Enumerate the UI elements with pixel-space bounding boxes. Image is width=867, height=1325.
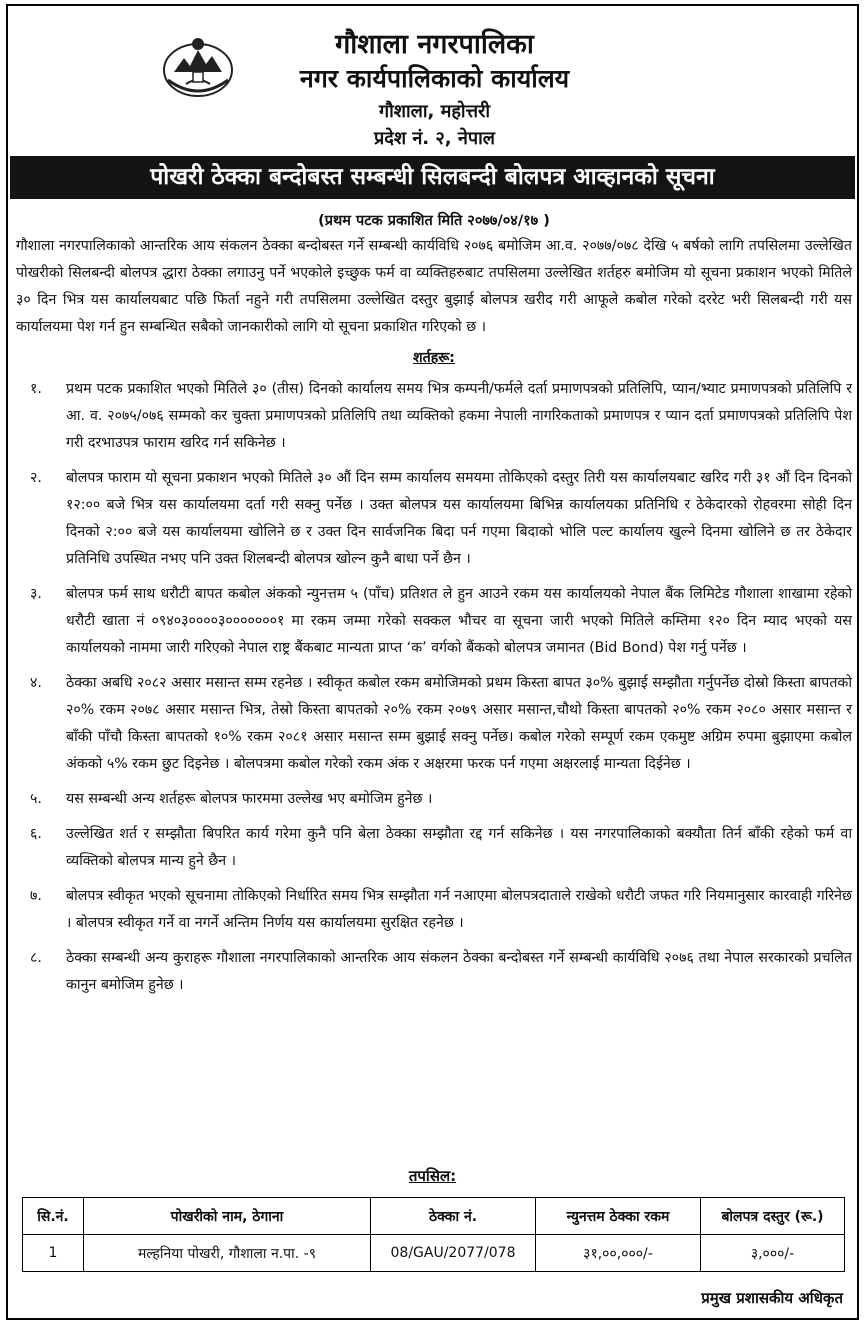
- term-number: ६.: [30, 826, 42, 842]
- notice-header: [8, 6, 861, 154]
- notice-title-banner: पोखरी ठेक्का बन्दोबस्त सम्बन्धी सिलबन्दी बोलपत्र आव्हानको सूचना: [10, 156, 855, 199]
- terms-heading: शर्तहरू:: [413, 350, 455, 366]
- column-header: ठेक्का नं.: [371, 1198, 536, 1235]
- column-header: बोलपत्र दस्तुर (रू.): [701, 1198, 845, 1235]
- term-item: [16, 821, 852, 875]
- schedule-heading: तपसिल:: [408, 1167, 457, 1185]
- term-item: [16, 945, 852, 999]
- office-location: गौशाला, महोत्तरी: [378, 101, 491, 122]
- term-text: बोलपत्र स्वीकृत भएको सूचनामा तोकिएको निर्धारित समय भित्र सम्झौता गर्न नआएमा बोलपत्रदाताले राखेको धरौटी जफत गरि नियमानुसार कारवाही गरिनेछ । बोलपत्र स्वीकृत गर्ने वा नगर्ने अन्तिम निर्णय यस कार्यालयमा सुरक्षित रहनेछ ।: [66, 888, 852, 931]
- publication-date: (प्रथम पटक प्रकाशित मिति २०७७/०४/१७ ): [318, 213, 550, 229]
- schedule-table: [22, 1197, 845, 1272]
- term-item: [16, 581, 852, 662]
- term-number: ७.: [30, 888, 42, 904]
- table-cell: ३१,००,०००/-: [536, 1235, 701, 1272]
- term-item: [16, 670, 852, 778]
- term-text: प्रथम पटक प्रकाशित भएको मितिले ३० (तीस) दिनको कार्यालय समय भित्र कम्पनी/फर्मले दर्ता प्रमाणपत्रको प्रतिलिपि, प्यान/भ्याट प्रमाणपत्रको प्रतिलिपि र आ. व. २०७५/०७६ सम्मको कर चुक्ता प्रमाणपत्रको प्रतिलिपि तथा व्यक्तिको हकमा नेपाली नागरिकताको प्रमाणपत्र र प्यान दर्ता प्रमाणपत्रको प्रतिलिपि पेश गरी दरभाउपत्र फाराम खरिद गर्न सकिनेछ ।: [66, 381, 852, 451]
- term-number: ५.: [30, 791, 42, 807]
- column-header: सि.नं.: [23, 1198, 84, 1235]
- province-line: प्रदेश नं. २, नेपाल: [374, 128, 495, 149]
- term-item: [16, 465, 852, 573]
- notice-body: [16, 208, 852, 1007]
- term-item: [16, 883, 852, 937]
- term-item: [16, 786, 852, 813]
- intro-paragraph: गौशाला नगरपालिकाको आन्तरिक आय संकलन ठेक्का बन्दोबस्त गर्ने सम्बन्धी कार्यविधि २०७६ बमोजिम आ.व. २०७७/०७८ देखि ५ बर्षको लागि तपसिलमा उल्लेखित पोखरीको सिलबन्दी बोलपत्र द्धारा ठेक्का लगाउनु पर्ने भएकोले इच्छुक फर्म वा व्यक्तिहरुबाट तपसिलमा उल्लेखित शर्तहरु बमोजिम यो सूचना प्रकाशन भएको मितिले ३० दिन भित्र यस कार्यालयबाट पछि फिर्ता नहुने गरी तपसिलमा उल्लेखित दस्तुर बुझाई बोलपत्र खरीद गरी आफूले कबोल गरेको दररेट भरी सिलबन्दी गरी यस कार्यालयमा पेश गर्न हुन सम्बन्धित सबैको जानकारीको लागि यो सूचना प्रकाशित गरिएको छ ।: [16, 238, 852, 335]
- table-header-row: [23, 1198, 845, 1235]
- office-name: नगर कार्यपालिकाको कार्यालय: [299, 64, 570, 93]
- term-text: बोलपत्र फर्म साथ धरौटी बापत कबोल अंकको न्युनत्तम ५ (पाँच) प्रतिशत ले हुन आउने रकम यस कार्यालयको नेपाल बैंक लिमिटेड गौशाला शाखामा रहेको धरौटी खाता नं ०९४०३००००३०००००००१ मा रकम जम्मा गरेको सक्कल भौचर वा सूचना जारी भएको मितिले कम्तिमा १२० दिन म्याद भएको यस कार्यालयको नाममा जारी गरिएको नेपाल राष्ट्र बैंकबाट मान्यता प्राप्त ‘क’ वर्गको बैंकको बोलपत्र जमानत (Bid Bond) पेश गर्नु पर्नेछ ।: [66, 586, 852, 656]
- table-cell: 08/GAU/2077/078: [371, 1235, 536, 1272]
- notice-frame: [6, 4, 859, 1320]
- term-number: ४.: [30, 675, 42, 691]
- term-number: ८.: [30, 950, 42, 966]
- term-text: बोलपत्र फाराम यो सूचना प्रकाशन भएको मितिले ३० औं दिन सम्म कार्यालय समयमा तोकिएको दस्तुर तिरी यस कार्यालयबाट खरिद गरी ३१ औं दिन दिनको १२:०० बजे भित्र यस कार्यालयमा दर्ता गरी सक्नु पर्नेछ । उक्त बोलपत्र यस कार्यालयमा बिभिन्न कार्यालयका प्रतिनिधि र ठेकेदारको रोहवरमा सोही दिन दिनको २:०० बजे यस कार्यालयमा खोलिने छ र उक्त दिन सार्वजनिक बिदा पर्न गएमा बिदाको भोलि पल्ट कार्यालय खुल्ने दिनमा खोलिने छ तर ठेकेदार प्रतिनिधि उपस्थित नभए पनि उक्त शिलबन्दी बोलपत्र खोल्न कुनै बाधा पर्ने छैन ।: [66, 470, 852, 567]
- column-header: न्युनत्तम ठेक्का रकम: [536, 1198, 701, 1235]
- table-cell: मल्हनिया पोखरी, गौशाला न.पा. -९: [84, 1235, 371, 1272]
- term-item: [16, 376, 852, 457]
- term-text: ठेक्का अबधि २०८२ असार मसान्त सम्म रहनेछ । स्वीकृत कबोल रकम बमोजिमको प्रथम किस्ता बापत ३०% बुझाई सम्झौता गर्नुपर्नेछ दोस्रो किस्ता बापतको २०% रकम २०७८ असार मसान्त भित्र, तेस्रो किस्ता बापतको २०% रकम २०७९ असार मसान्त,चौथो किस्ता बापतको २०% रकम २०८० असार मसान्त र बाँकी पाँचौ किस्ता बापतको १०% रकम २०८१ असार मसान्त सम्म बुझाई सक्नु पर्नेछ। कबोल गरेको सम्पूर्ण रकम एकमुष्ट अग्रिम रुपमा बुझाएमा कबोल अंकको ५% रकम छुट दिइनेछ । बोलपत्रमा कबोल गरेको रकम अंक र अक्षरमा फरक पर्न गएमा अक्षरलाई मान्यता दिईनेछ ।: [66, 675, 852, 772]
- signatory-title: प्रमुख प्रशासकीय अधिकृत: [701, 1289, 843, 1307]
- term-text: उल्लेखित शर्त र सम्झौता बिपरित कार्य गरेमा कुनै पनि बेला ठेक्का सम्झौता रद्द गर्न सकिनेछ । यस नगरपालिकाको बक्यौता तिर्न बाँकी रहेको फर्म वा व्यक्तिको बोलपत्र मान्य हुने छैन ।: [66, 826, 853, 869]
- term-number: ३.: [30, 586, 42, 602]
- term-number: २.: [30, 470, 42, 486]
- table-cell: ३,०००/-: [701, 1235, 845, 1272]
- table-row: [23, 1235, 845, 1272]
- term-text: यस सम्बन्धी अन्य शर्तहरू बोलपत्र फारममा उल्लेख भए बमोजिम हुनेछ ।: [66, 791, 433, 807]
- term-number: १.: [30, 381, 42, 397]
- table-cell: 1: [23, 1235, 84, 1272]
- column-header: पोखरीको नाम, ठेगाना: [84, 1198, 371, 1235]
- term-text: ठेक्का सम्बन्धी अन्य कुराहरू गौशाला नगरपालिकाको आन्तरिक आय संकलन ठेक्का बन्दोबस्त गर्ने सम्बन्धी कार्यविधि २०७६ तथा नेपाल सरकारको प्रचलित कानुन बमोजिम हुनेछ ।: [66, 950, 852, 993]
- municipality-name: गौशाला नगरपालिका: [335, 29, 534, 60]
